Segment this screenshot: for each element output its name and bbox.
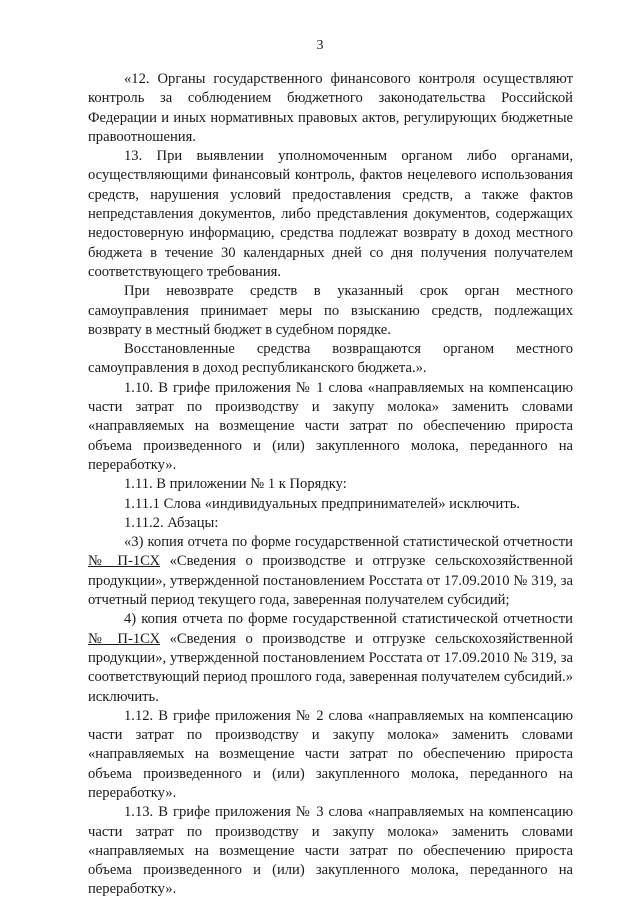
paragraph-restored-funds: Восстановленные средства возвращаются органом местного самоуправления в доход республиканского бюджета.». <box>88 341 573 377</box>
page-number: 3 <box>316 38 324 53</box>
paragraph-non-return: При невозврате средств в указанный срок орган местного самоуправления принимает меры по взысканию средств, подлежащих возврату в местный бюджет в судебном порядке. <box>88 283 573 338</box>
paragraph-1-11: 1.11. В приложении № 1 к Порядку: <box>124 476 347 493</box>
report-3-form-code: № П-1СХ <box>88 553 161 570</box>
report-3-text-after: «Сведения о производстве и отгрузке сельскохозяйственной продукции», утвержденной постановлением Росстата от 17.09.2010 № 319, за отчетный период текущего года, заверенная получателем субсидий; <box>88 553 573 609</box>
paragraph-misuse-return: 13. При выявлении уполномоченным органом либо органами, осуществляющими финансовый контроль, фактов нецелевого использования средств, нарушения условий предоставления средств, а также фактов непредставления документов, либо представления документов, содержащих недостоверную информацию, средства подлежат возврату в доход местного бюджета в течение 30 календарных дней со дня получения получателем соответствующего требования. <box>88 148 573 280</box>
paragraph-1-13: 1.13. В грифе приложения № 3 слова «направляемых на компенсацию части затрат по производству и закупу молока» заменить словами «направляемых на возмещение части затрат по обеспечению прироста объема произведенного и (или) закупленного молока, переданного на переработку». <box>88 804 573 898</box>
report-4-form-code: № П-1СХ <box>88 630 161 647</box>
paragraph-1-11-1: 1.11.1 Слова «индивидуальных предпринимателей» исключить. <box>124 495 521 512</box>
paragraph-1-10: 1.10. В грифе приложения № 1 слова «направляемых на компенсацию части затрат по производству и закупу молока» заменить словами «направляемых на возмещение части затрат по обеспечению прироста объема произведенного и (или) закупленного молока, переданного на переработку». <box>88 379 573 473</box>
report-4-text-after: «Сведения о производстве и отгрузке сельскохозяйственной продукции», утвержденной постановлением Росстата от 17.09.2010 № 319, за соответствующий период прошлого года, заверенная получателем субсидий.» исключить. <box>88 630 573 705</box>
paragraph-report-item-4 <box>88 610 573 706</box>
report-3-text-before: «3) копия отчета по форме государственной статистической отчетности <box>124 534 573 551</box>
paragraph-1-11-2: 1.11.2. Абзацы: <box>124 514 219 531</box>
document-body <box>88 70 573 900</box>
paragraph-report-item-3 <box>88 533 573 610</box>
report-4-text-before: 4) копия отчета по форме государственной статистической отчетности <box>124 611 573 628</box>
paragraph-control-bodies: «12. Органы государственного финансового контроля осуществляют контроль за соблюдением бюджетного законодательства Российской Федерации и иных нормативных правовых актов, регулирующих бюджетные правоотношения. <box>88 71 573 145</box>
paragraph-1-12: 1.12. В грифе приложения № 2 слова «направляемых на компенсацию части затрат по производству и закупу молока» заменить словами «направляемых на возмещение части затрат по обеспечению прироста объема произведенного и (или) закупленного молока, переданного на переработку». <box>88 707 573 801</box>
